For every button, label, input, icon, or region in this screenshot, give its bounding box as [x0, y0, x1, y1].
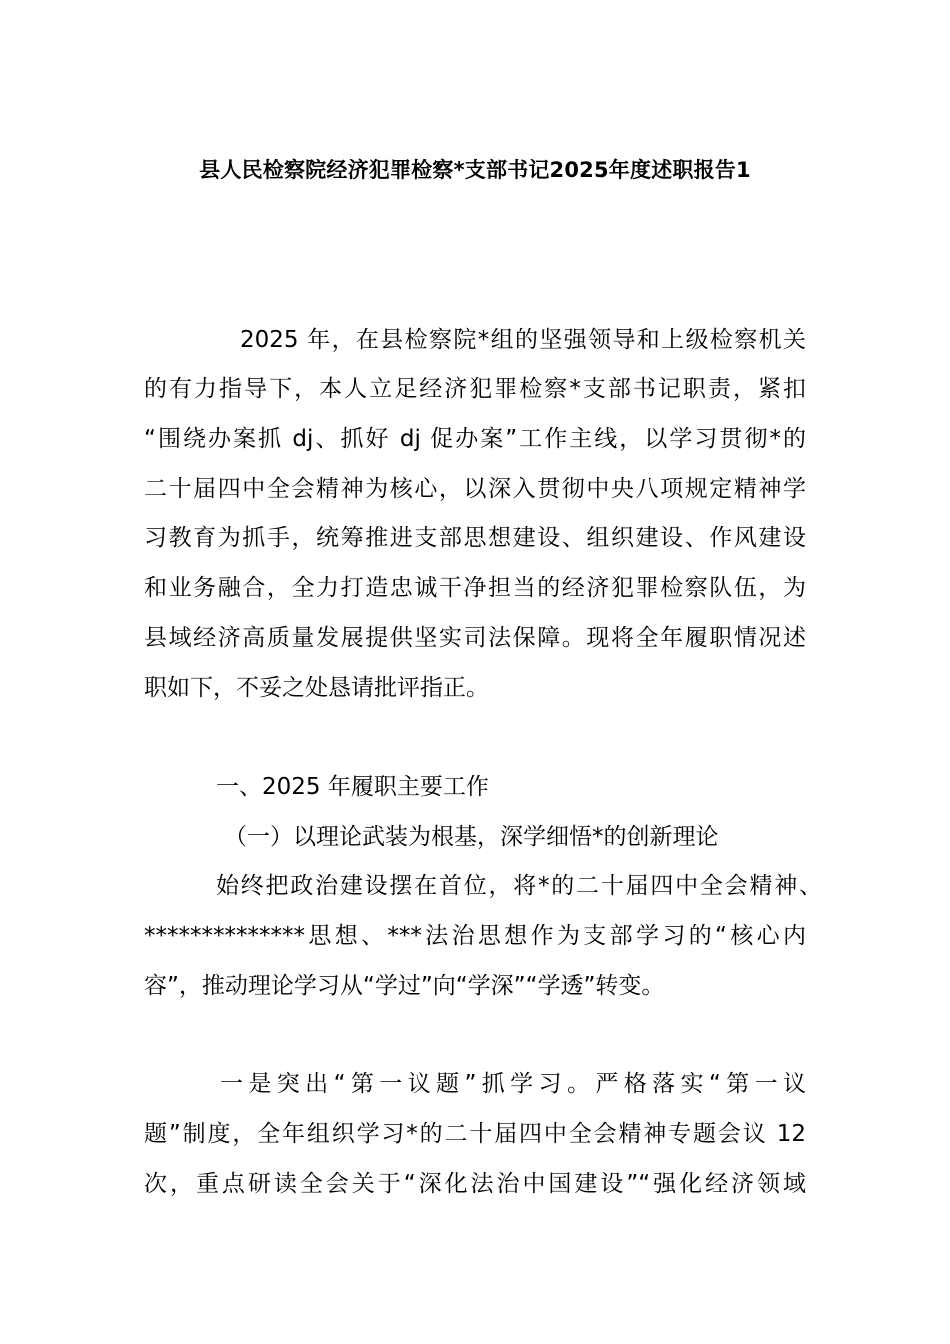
document-title: 县人民检察院经济犯罪检察*支部书记2025年度述职报告1 — [199, 158, 751, 182]
text-line: 的有力指导下，本人立足经济犯罪检察*支部书记职责，紧扣 — [144, 376, 806, 402]
text-line: 职如下，不妥之处恳请批评指正。 — [144, 675, 489, 701]
text-line: 2025 年，在县检察院*组的坚强领导和上级检察机关 — [240, 327, 806, 353]
text-line: **************思想、***法治思想作为支部学习的“核心内 — [144, 923, 806, 949]
text-line: 次，重点研读全会关于“深化法治中国建设”“强化经济领域 — [144, 1171, 806, 1197]
text-line: 容”，推动理论学习从“学过”向“学深”“学透”转变。 — [144, 973, 665, 999]
text-line: 和业务融合，全力打造忠诚干净担当的经济犯罪检察队伍，为 — [144, 575, 806, 601]
text-line: 一是突出“第一议题”抓学习。严格落实“第一议 — [220, 1071, 806, 1097]
subsection-heading: （一）以理论武装为根基，深学细悟*的创新理论 — [224, 824, 719, 850]
text-line: 题”制度，全年组织学习*的二十届四中全会精神专题会议 12 — [144, 1121, 806, 1147]
text-line: “围绕办案抓 dj、抓好 dj 促办案”工作主线，以学习贯彻*的 — [144, 426, 806, 452]
text-line: 二十届四中全会精神为核心，以深入贯彻中央八项规定精神学 — [144, 476, 806, 502]
text-line: 习教育为抓手，统筹推进支部思想建设、组织建设、作风建设 — [144, 525, 806, 551]
text-line: 县域经济高质量发展提供坚实司法保障。现将全年履职情况述 — [144, 625, 806, 651]
section-heading: 一、2025 年履职主要工作 — [216, 774, 489, 800]
text-line: 始终把政治建设摆在首位，将*的二十届四中全会精神、 — [216, 873, 822, 899]
